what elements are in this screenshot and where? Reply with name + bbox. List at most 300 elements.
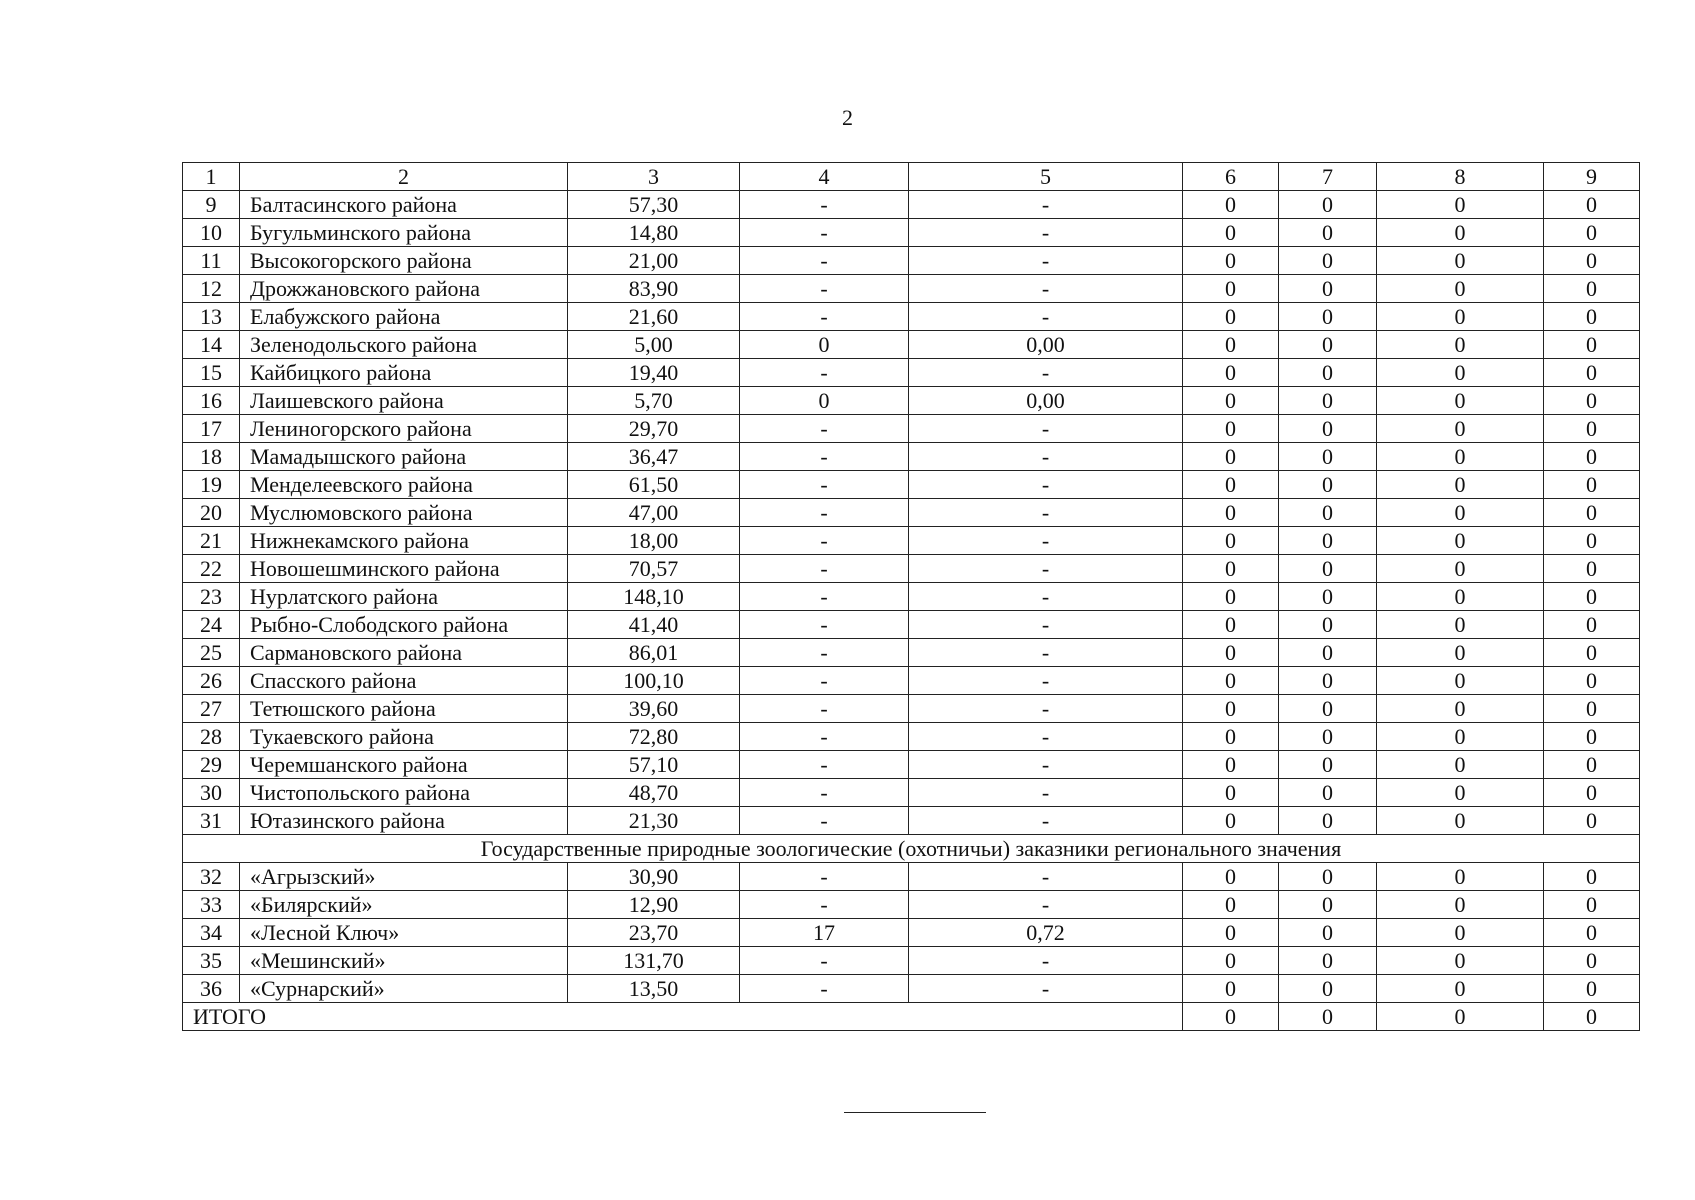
col-8-cell: 0 <box>1377 555 1544 583</box>
col-6-cell: 0 <box>1183 303 1279 331</box>
table-row <box>183 247 1640 275</box>
col-9-cell: 0 <box>1544 191 1640 219</box>
table-row <box>183 415 1640 443</box>
col-9-cell: 0 <box>1544 667 1640 695</box>
col-number-cell: 16 <box>183 387 240 415</box>
col-8-cell: 0 <box>1377 359 1544 387</box>
col-4-cell: - <box>740 583 909 611</box>
col-name-cell: Тукаевского района <box>240 723 568 751</box>
col-5-cell: - <box>909 639 1183 667</box>
col-number-cell: 17 <box>183 415 240 443</box>
col-area-cell: 57,30 <box>568 191 740 219</box>
col-8-cell: 8 <box>1377 163 1544 191</box>
col-6-cell: 0 <box>1183 387 1279 415</box>
col-area-cell: 41,40 <box>568 611 740 639</box>
col-9-cell: 9 <box>1544 163 1640 191</box>
col-6-cell: 0 <box>1183 723 1279 751</box>
col-9-cell: 0 <box>1544 359 1640 387</box>
total-row <box>183 1003 1640 1031</box>
col-9-cell: 0 <box>1544 471 1640 499</box>
col-area-cell: 47,00 <box>568 499 740 527</box>
col-6-cell: 0 <box>1183 275 1279 303</box>
col-8-cell: 0 <box>1377 667 1544 695</box>
col-9-cell: 0 <box>1544 415 1640 443</box>
col-8-cell: 0 <box>1377 275 1544 303</box>
col-9-cell: 0 <box>1544 779 1640 807</box>
col-7-cell: 0 <box>1279 611 1377 639</box>
col-7-cell: 0 <box>1279 359 1377 387</box>
col-number-cell: 36 <box>183 975 240 1003</box>
col-9-cell: 0 <box>1544 891 1640 919</box>
col-area-cell: 86,01 <box>568 639 740 667</box>
col-8-cell: 0 <box>1377 303 1544 331</box>
col-8-cell: 0 <box>1377 471 1544 499</box>
col-6-cell: 0 <box>1183 191 1279 219</box>
total-label: ИТОГО <box>183 1003 1183 1031</box>
col-name-cell: Муслюмовского района <box>240 499 568 527</box>
col-7-cell: 0 <box>1279 471 1377 499</box>
col-name-cell: 2 <box>240 163 568 191</box>
col-9-cell: 0 <box>1544 723 1640 751</box>
col-5-cell: - <box>909 191 1183 219</box>
col-area-cell: 21,00 <box>568 247 740 275</box>
col-4-cell: - <box>740 891 909 919</box>
table-row <box>183 751 1640 779</box>
col-8-cell: 0 <box>1377 919 1544 947</box>
col-6-cell: 0 <box>1183 583 1279 611</box>
table-row <box>183 275 1640 303</box>
col-5-cell: - <box>909 863 1183 891</box>
col-4-cell: - <box>740 303 909 331</box>
col-7-cell: 0 <box>1279 443 1377 471</box>
col-4-cell: - <box>740 863 909 891</box>
col-area-cell: 61,50 <box>568 471 740 499</box>
col-4-cell: - <box>740 723 909 751</box>
col-area-cell: 83,90 <box>568 275 740 303</box>
col-number-cell: 34 <box>183 919 240 947</box>
col-name-cell: Высокогорского района <box>240 247 568 275</box>
col-area-cell: 30,90 <box>568 863 740 891</box>
col-5-cell: 5 <box>909 163 1183 191</box>
col-5-cell: - <box>909 443 1183 471</box>
table-row <box>183 695 1640 723</box>
table-row <box>183 359 1640 387</box>
col-6-cell: 0 <box>1183 975 1279 1003</box>
col-name-cell: Нурлатского района <box>240 583 568 611</box>
col-5-cell: - <box>909 555 1183 583</box>
col-5-cell: - <box>909 527 1183 555</box>
col-4-cell: - <box>740 191 909 219</box>
col-8-cell: 0 <box>1377 219 1544 247</box>
col-number-cell: 30 <box>183 779 240 807</box>
col-7-cell: 0 <box>1279 499 1377 527</box>
col-9-cell: 0 <box>1544 387 1640 415</box>
col-7-cell: 0 <box>1279 779 1377 807</box>
col-5-cell: - <box>909 807 1183 835</box>
col-9-cell: 0 <box>1544 947 1640 975</box>
col-8-cell: 0 <box>1377 723 1544 751</box>
col-9-cell: 0 <box>1544 247 1640 275</box>
col-7-cell: 0 <box>1279 219 1377 247</box>
col-9-cell: 0 <box>1544 331 1640 359</box>
col-9-cell: 0 <box>1544 695 1640 723</box>
table-row <box>183 919 1640 947</box>
table-row <box>183 611 1640 639</box>
col-6-cell: 0 <box>1183 555 1279 583</box>
col-number-cell: 12 <box>183 275 240 303</box>
col-4-cell: - <box>740 527 909 555</box>
col-name-cell: Дрожжановского района <box>240 275 568 303</box>
col-9-cell: 0 <box>1544 751 1640 779</box>
table-row <box>183 807 1640 835</box>
table-body <box>183 163 1640 1031</box>
table-row <box>183 499 1640 527</box>
table-row <box>183 331 1640 359</box>
col-9-cell: 0 <box>1544 275 1640 303</box>
col-4-cell: - <box>740 471 909 499</box>
col-6-cell: 0 <box>1183 947 1279 975</box>
col-8-cell: 0 <box>1377 751 1544 779</box>
total-value-cell: 0 <box>1279 1003 1377 1031</box>
col-number-cell: 29 <box>183 751 240 779</box>
col-name-cell: «Билярский» <box>240 891 568 919</box>
col-8-cell: 0 <box>1377 947 1544 975</box>
col-name-cell: «Лесной Ключ» <box>240 919 568 947</box>
col-8-cell: 0 <box>1377 583 1544 611</box>
col-6-cell: 0 <box>1183 527 1279 555</box>
col-number-cell: 35 <box>183 947 240 975</box>
col-area-cell: 5,70 <box>568 387 740 415</box>
col-9-cell: 0 <box>1544 611 1640 639</box>
col-9-cell: 0 <box>1544 527 1640 555</box>
col-4-cell: - <box>740 415 909 443</box>
col-name-cell: «Агрызский» <box>240 863 568 891</box>
col-9-cell: 0 <box>1544 303 1640 331</box>
col-area-cell: 3 <box>568 163 740 191</box>
col-area-cell: 12,90 <box>568 891 740 919</box>
table-row <box>183 891 1640 919</box>
col-5-cell: - <box>909 471 1183 499</box>
col-area-cell: 36,47 <box>568 443 740 471</box>
col-number-cell: 19 <box>183 471 240 499</box>
col-number-cell: 15 <box>183 359 240 387</box>
table-row <box>183 471 1640 499</box>
col-area-cell: 39,60 <box>568 695 740 723</box>
col-6-cell: 0 <box>1183 695 1279 723</box>
col-4-cell: - <box>740 611 909 639</box>
col-7-cell: 0 <box>1279 331 1377 359</box>
section-row <box>183 835 1640 863</box>
col-area-cell: 70,57 <box>568 555 740 583</box>
col-4-cell: 0 <box>740 387 909 415</box>
col-4-cell: - <box>740 555 909 583</box>
col-5-cell: - <box>909 779 1183 807</box>
col-5-cell: - <box>909 667 1183 695</box>
col-9-cell: 0 <box>1544 583 1640 611</box>
col-name-cell: Лаишевского района <box>240 387 568 415</box>
col-5-cell: 0,72 <box>909 919 1183 947</box>
col-6-cell: 0 <box>1183 247 1279 275</box>
col-area-cell: 14,80 <box>568 219 740 247</box>
col-6-cell: 0 <box>1183 499 1279 527</box>
col-number-cell: 10 <box>183 219 240 247</box>
col-7-cell: 0 <box>1279 807 1377 835</box>
table-row <box>183 863 1640 891</box>
col-5-cell: - <box>909 723 1183 751</box>
col-4-cell: - <box>740 947 909 975</box>
col-7-cell: 0 <box>1279 527 1377 555</box>
col-area-cell: 23,70 <box>568 919 740 947</box>
col-9-cell: 0 <box>1544 807 1640 835</box>
col-9-cell: 0 <box>1544 639 1640 667</box>
table-row <box>183 527 1640 555</box>
col-name-cell: Тетюшского района <box>240 695 568 723</box>
col-9-cell: 0 <box>1544 919 1640 947</box>
col-number-cell: 18 <box>183 443 240 471</box>
col-number-cell: 22 <box>183 555 240 583</box>
col-6-cell: 0 <box>1183 919 1279 947</box>
col-9-cell: 0 <box>1544 863 1640 891</box>
col-4-cell: - <box>740 219 909 247</box>
col-4-cell: 17 <box>740 919 909 947</box>
col-name-cell: Рыбно-Слободского района <box>240 611 568 639</box>
col-8-cell: 0 <box>1377 415 1544 443</box>
col-8-cell: 0 <box>1377 387 1544 415</box>
col-8-cell: 0 <box>1377 891 1544 919</box>
col-6-cell: 0 <box>1183 331 1279 359</box>
table-row <box>183 555 1640 583</box>
col-8-cell: 0 <box>1377 779 1544 807</box>
col-name-cell: Бугульминского района <box>240 219 568 247</box>
col-8-cell: 0 <box>1377 611 1544 639</box>
col-9-cell: 0 <box>1544 555 1640 583</box>
col-number-cell: 21 <box>183 527 240 555</box>
col-area-cell: 19,40 <box>568 359 740 387</box>
col-6-cell: 0 <box>1183 891 1279 919</box>
col-area-cell: 48,70 <box>568 779 740 807</box>
col-8-cell: 0 <box>1377 247 1544 275</box>
col-8-cell: 0 <box>1377 527 1544 555</box>
col-5-cell: - <box>909 611 1183 639</box>
col-5-cell: - <box>909 975 1183 1003</box>
col-7-cell: 0 <box>1279 303 1377 331</box>
col-5-cell: - <box>909 751 1183 779</box>
col-7-cell: 0 <box>1279 639 1377 667</box>
header-row <box>183 163 1640 191</box>
col-number-cell: 13 <box>183 303 240 331</box>
col-name-cell: Менделеевского района <box>240 471 568 499</box>
col-5-cell: - <box>909 695 1183 723</box>
col-7-cell: 0 <box>1279 191 1377 219</box>
col-6-cell: 0 <box>1183 779 1279 807</box>
col-number-cell: 25 <box>183 639 240 667</box>
col-6-cell: 0 <box>1183 219 1279 247</box>
col-4-cell: - <box>740 807 909 835</box>
col-5-cell: - <box>909 891 1183 919</box>
col-name-cell: Нижнекамского района <box>240 527 568 555</box>
col-area-cell: 5,00 <box>568 331 740 359</box>
col-8-cell: 0 <box>1377 807 1544 835</box>
col-name-cell: Ютазинского района <box>240 807 568 835</box>
col-4-cell: - <box>740 639 909 667</box>
col-8-cell: 0 <box>1377 975 1544 1003</box>
col-number-cell: 14 <box>183 331 240 359</box>
col-6-cell: 0 <box>1183 415 1279 443</box>
col-6-cell: 0 <box>1183 667 1279 695</box>
col-area-cell: 148,10 <box>568 583 740 611</box>
col-number-cell: 31 <box>183 807 240 835</box>
col-9-cell: 0 <box>1544 975 1640 1003</box>
table-row <box>183 583 1640 611</box>
col-9-cell: 0 <box>1544 443 1640 471</box>
col-number-cell: 27 <box>183 695 240 723</box>
col-4-cell: - <box>740 667 909 695</box>
col-5-cell: - <box>909 359 1183 387</box>
col-area-cell: 72,80 <box>568 723 740 751</box>
col-number-cell: 23 <box>183 583 240 611</box>
col-name-cell: «Сурнарский» <box>240 975 568 1003</box>
col-6-cell: 0 <box>1183 639 1279 667</box>
col-7-cell: 0 <box>1279 415 1377 443</box>
col-6-cell: 0 <box>1183 359 1279 387</box>
col-7-cell: 0 <box>1279 723 1377 751</box>
col-number-cell: 1 <box>183 163 240 191</box>
table-row <box>183 947 1640 975</box>
data-table <box>182 162 1640 1031</box>
table-row <box>183 387 1640 415</box>
table-row <box>183 779 1640 807</box>
col-area-cell: 18,00 <box>568 527 740 555</box>
col-name-cell: Елабужского района <box>240 303 568 331</box>
table-row <box>183 443 1640 471</box>
col-number-cell: 20 <box>183 499 240 527</box>
section-title: Государственные природные зоологические (охотничьи) заказники регионального значения <box>183 835 1640 863</box>
col-area-cell: 13,50 <box>568 975 740 1003</box>
col-8-cell: 0 <box>1377 695 1544 723</box>
col-area-cell: 21,30 <box>568 807 740 835</box>
col-6-cell: 0 <box>1183 443 1279 471</box>
col-4-cell: - <box>740 247 909 275</box>
col-7-cell: 0 <box>1279 751 1377 779</box>
col-6-cell: 6 <box>1183 163 1279 191</box>
col-7-cell: 0 <box>1279 667 1377 695</box>
col-6-cell: 0 <box>1183 863 1279 891</box>
col-8-cell: 0 <box>1377 863 1544 891</box>
col-number-cell: 9 <box>183 191 240 219</box>
col-8-cell: 0 <box>1377 331 1544 359</box>
col-7-cell: 0 <box>1279 863 1377 891</box>
col-number-cell: 26 <box>183 667 240 695</box>
col-4-cell: - <box>740 275 909 303</box>
col-name-cell: Новошешминского района <box>240 555 568 583</box>
col-name-cell: Зеленодольского района <box>240 331 568 359</box>
col-5-cell: 0,00 <box>909 331 1183 359</box>
col-6-cell: 0 <box>1183 751 1279 779</box>
col-4-cell: 4 <box>740 163 909 191</box>
col-7-cell: 0 <box>1279 891 1377 919</box>
col-5-cell: 0,00 <box>909 387 1183 415</box>
col-6-cell: 0 <box>1183 471 1279 499</box>
col-area-cell: 29,70 <box>568 415 740 443</box>
col-name-cell: Черемшанского района <box>240 751 568 779</box>
col-7-cell: 0 <box>1279 975 1377 1003</box>
col-8-cell: 0 <box>1377 191 1544 219</box>
col-name-cell: Мамадышского района <box>240 443 568 471</box>
table-row <box>183 191 1640 219</box>
col-4-cell: 0 <box>740 331 909 359</box>
col-number-cell: 32 <box>183 863 240 891</box>
col-7-cell: 0 <box>1279 275 1377 303</box>
col-9-cell: 0 <box>1544 499 1640 527</box>
col-number-cell: 28 <box>183 723 240 751</box>
total-value-cell: 0 <box>1377 1003 1544 1031</box>
col-7-cell: 0 <box>1279 947 1377 975</box>
col-4-cell: - <box>740 443 909 471</box>
col-4-cell: - <box>740 779 909 807</box>
col-4-cell: - <box>740 695 909 723</box>
col-8-cell: 0 <box>1377 639 1544 667</box>
col-7-cell: 0 <box>1279 583 1377 611</box>
col-area-cell: 131,70 <box>568 947 740 975</box>
col-5-cell: - <box>909 947 1183 975</box>
col-6-cell: 0 <box>1183 611 1279 639</box>
col-area-cell: 21,60 <box>568 303 740 331</box>
col-name-cell: Кайбицкого района <box>240 359 568 387</box>
col-5-cell: - <box>909 499 1183 527</box>
col-number-cell: 11 <box>183 247 240 275</box>
col-4-cell: - <box>740 751 909 779</box>
col-5-cell: - <box>909 415 1183 443</box>
col-7-cell: 0 <box>1279 555 1377 583</box>
col-7-cell: 0 <box>1279 919 1377 947</box>
col-name-cell: «Мешинский» <box>240 947 568 975</box>
col-7-cell: 0 <box>1279 695 1377 723</box>
table-row <box>183 723 1640 751</box>
col-8-cell: 0 <box>1377 443 1544 471</box>
col-4-cell: - <box>740 359 909 387</box>
col-name-cell: Сармановского района <box>240 639 568 667</box>
col-4-cell: - <box>740 975 909 1003</box>
table-row <box>183 303 1640 331</box>
col-5-cell: - <box>909 247 1183 275</box>
table-row <box>183 667 1640 695</box>
col-5-cell: - <box>909 275 1183 303</box>
col-name-cell: Лениногорского района <box>240 415 568 443</box>
col-6-cell: 0 <box>1183 807 1279 835</box>
col-area-cell: 100,10 <box>568 667 740 695</box>
total-value-cell: 0 <box>1183 1003 1279 1031</box>
col-8-cell: 0 <box>1377 499 1544 527</box>
table-row <box>183 975 1640 1003</box>
col-7-cell: 7 <box>1279 163 1377 191</box>
table-row <box>183 639 1640 667</box>
col-name-cell: Спасского района <box>240 667 568 695</box>
col-5-cell: - <box>909 219 1183 247</box>
end-rule <box>844 1112 986 1113</box>
col-number-cell: 33 <box>183 891 240 919</box>
col-name-cell: Балтасинского района <box>240 191 568 219</box>
col-number-cell: 24 <box>183 611 240 639</box>
col-9-cell: 0 <box>1544 219 1640 247</box>
table-row <box>183 219 1640 247</box>
col-5-cell: - <box>909 303 1183 331</box>
col-name-cell: Чистопольского района <box>240 779 568 807</box>
col-4-cell: - <box>740 499 909 527</box>
col-area-cell: 57,10 <box>568 751 740 779</box>
col-7-cell: 0 <box>1279 387 1377 415</box>
col-5-cell: - <box>909 583 1183 611</box>
page-number: 2 <box>842 105 853 130</box>
